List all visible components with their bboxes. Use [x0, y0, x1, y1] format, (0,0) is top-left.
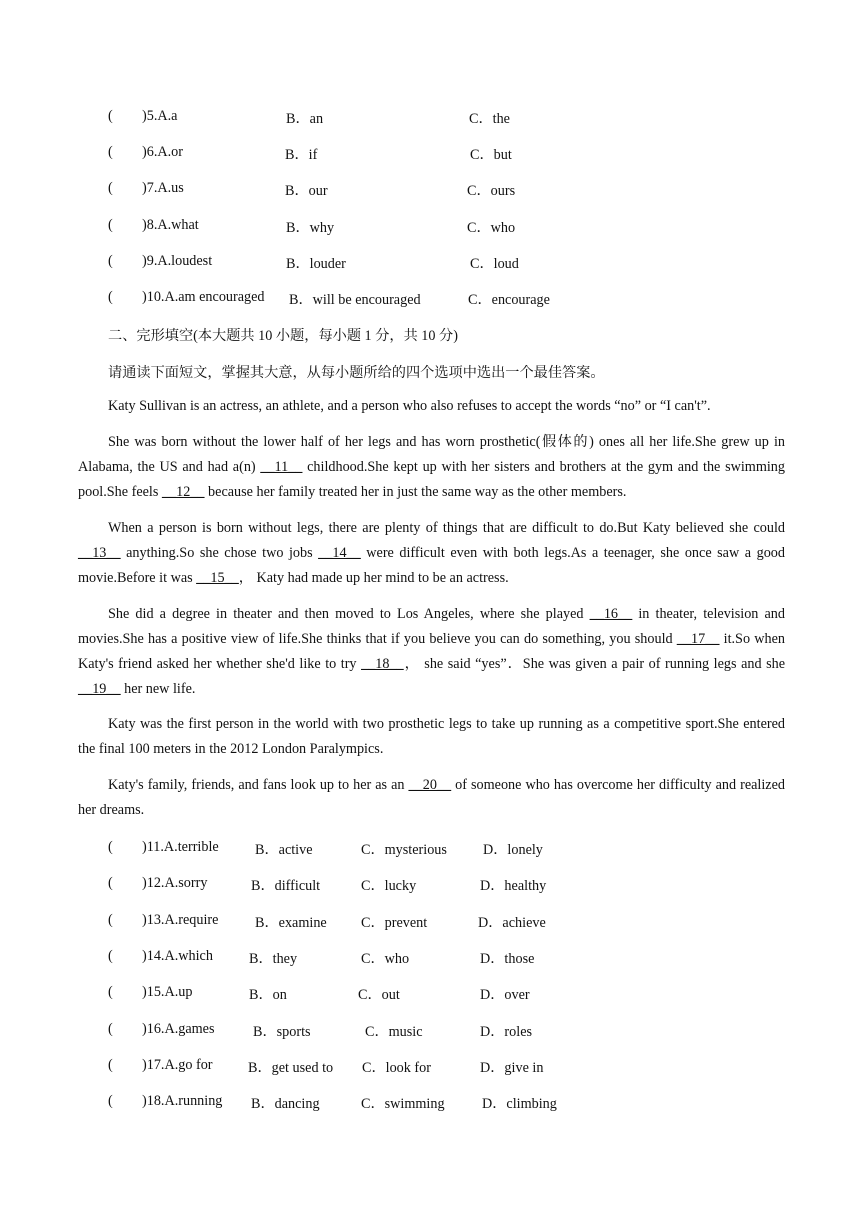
answer-paren: (	[108, 948, 113, 964]
cloze-item-17	[108, 1057, 808, 1077]
option-c: C．who	[467, 220, 516, 236]
option-b: B．they	[249, 951, 298, 967]
cloze-item-13	[108, 912, 808, 932]
mc-item-6	[108, 144, 808, 164]
paragraph-text: it.So when Katy's friend asked her whether she'd like to try	[78, 631, 785, 672]
option-c: C．out	[358, 987, 400, 1003]
option-c: C．lucky	[361, 878, 417, 894]
option-c: C．mysterious	[361, 842, 447, 858]
option-a: )15.A.up	[142, 984, 193, 1000]
answer-paren: (	[108, 912, 113, 928]
option-d: D．achieve	[478, 915, 546, 931]
option-b: B．examine	[255, 915, 327, 931]
option-c: C．prevent	[361, 915, 428, 931]
cloze-item-18	[108, 1093, 808, 1113]
mc-item-10	[108, 289, 808, 309]
answer-paren: (	[108, 1057, 113, 1073]
paragraph-text: She was born without the lower half of her legs and has worn prosthetic(假体的) ones all her life.She grew up in Alabama, the US and had a(n)	[78, 434, 785, 475]
cloze-item-16	[108, 1021, 808, 1041]
blank-19: __19__	[78, 681, 121, 697]
option-a: )11.A.terrible	[142, 839, 219, 855]
cloze-item-12	[108, 875, 808, 895]
paragraph-text: of someone who has overcome her difficulty and realized her dreams.	[78, 777, 785, 818]
cloze-item-11	[108, 839, 808, 859]
option-c: C．ours	[467, 183, 516, 199]
option-b: B．if	[285, 147, 318, 163]
option-a: )12.A.sorry	[142, 875, 208, 891]
blank-13: __13__	[78, 545, 121, 561]
option-c: C．swimming	[361, 1096, 445, 1112]
option-a: )9.A.loudest	[142, 253, 213, 269]
paragraph-text: in theater, television and movies.She has a positive view of life.She thinks that if you believe you can do something, you should	[78, 606, 785, 647]
blank-18: __18__	[361, 656, 404, 672]
paragraph-text: When a person is born without legs, there are plenty of things that are difficult to do.But Katy believed she could	[108, 520, 785, 536]
blank-12: __12__	[161, 484, 205, 500]
option-b: B．sports	[253, 1024, 311, 1040]
option-d: D．those	[480, 951, 535, 967]
answer-paren: (	[108, 217, 113, 233]
answer-paren: (	[108, 108, 113, 124]
option-b: B．will be encouraged	[289, 292, 421, 308]
answer-paren: (	[108, 144, 113, 160]
option-d: D．give in	[480, 1060, 544, 1076]
option-d: D．over	[480, 987, 530, 1003]
passage-paragraph-2	[78, 430, 785, 505]
paragraph-text: She did a degree in theater and then moved to Los Angeles, where she played	[108, 606, 590, 622]
option-d: D．climbing	[482, 1096, 557, 1112]
answer-paren: (	[108, 1093, 113, 1109]
answer-paren: (	[108, 180, 113, 196]
option-a: )10.A.am encouraged	[142, 289, 265, 305]
paragraph-text: Katy's family, friends, and fans look up to her as an	[108, 777, 409, 793]
option-a: )5.A.a	[142, 108, 178, 124]
option-b: B．an	[286, 111, 324, 127]
option-c: C．loud	[470, 256, 519, 272]
option-a: )7.A.us	[142, 180, 184, 196]
mc-item-7	[108, 180, 808, 200]
option-a: )8.A.what	[142, 217, 199, 233]
option-c: C．look for	[362, 1060, 431, 1076]
blank-17: __17__	[676, 631, 720, 647]
blank-20: __20__	[408, 777, 452, 793]
answer-paren: (	[108, 289, 113, 305]
option-a: )14.A.which	[142, 948, 213, 964]
blank-11: __11__	[260, 459, 303, 475]
mc-item-9	[108, 253, 808, 273]
option-c: C．the	[469, 111, 510, 127]
paragraph-text: ， Katy had made up her mind to be an actress.	[238, 570, 509, 586]
section-heading: 二、完形填空(本大题共 10 小题，每小题 1 分，共 10 分)	[108, 328, 458, 344]
option-c: C．encourage	[468, 292, 550, 308]
paragraph-text: Katy Sullivan is an actress, an athlete, and a person who also refuses to accept the words “no” or “I can't”.	[108, 398, 711, 414]
passage-paragraph-6	[78, 773, 785, 823]
passage-paragraph-3	[78, 516, 785, 591]
option-b: B．on	[249, 987, 287, 1003]
section-instruction: 请通读下面短文，掌握其大意，从每小题所给的四个选项中选出一个最佳答案。	[108, 365, 605, 381]
answer-paren: (	[108, 839, 113, 855]
option-b: B．louder	[286, 256, 346, 272]
option-a: )16.A.games	[142, 1021, 215, 1037]
answer-paren: (	[108, 984, 113, 1000]
blank-15: __15__	[196, 570, 239, 586]
paragraph-text: childhood.She kept up with her sisters and brothers at the gym and the swimming pool.She feels	[78, 459, 785, 500]
answer-paren: (	[108, 875, 113, 891]
option-b: B．get used to	[248, 1060, 334, 1076]
blank-14: __14__	[318, 545, 361, 561]
option-a: )13.A.require	[142, 912, 219, 928]
option-c: C．who	[361, 951, 410, 967]
option-d: D．healthy	[480, 878, 547, 894]
paragraph-text: because her family treated her in just the same way as the other members.	[204, 484, 627, 500]
paragraph-text: Katy was the first person in the world with two prosthetic legs to take up running as a competitive sport.She entered the final 100 meters in the 2012 London Paralympics.	[78, 716, 785, 757]
mc-item-5	[108, 108, 808, 128]
option-b: B．our	[285, 183, 328, 199]
option-c: C．but	[470, 147, 512, 163]
cloze-item-14	[108, 948, 808, 968]
passage-paragraph-5	[78, 712, 785, 762]
option-b: B．difficult	[251, 878, 321, 894]
option-c: C．music	[365, 1024, 423, 1040]
option-b: B．why	[286, 220, 335, 236]
option-d: D．roles	[480, 1024, 533, 1040]
option-a: )17.A.go for	[142, 1057, 213, 1073]
answer-paren: (	[108, 1021, 113, 1037]
cloze-item-15	[108, 984, 808, 1004]
paragraph-text: ， she said “yes”．She was given a pair of running legs and she	[403, 656, 785, 672]
option-b: B．dancing	[251, 1096, 320, 1112]
passage-paragraph-1	[78, 394, 785, 419]
paragraph-text: were difficult even with both legs.As a teenager, she once saw a good movie.Before it was	[78, 545, 785, 586]
paragraph-text: her new life.	[120, 681, 196, 697]
paragraph-text: anything.So she chose two jobs	[120, 545, 319, 561]
mc-item-8	[108, 217, 808, 237]
blank-16: __16__	[589, 606, 633, 622]
option-d: D．lonely	[483, 842, 543, 858]
option-b: B．active	[255, 842, 313, 858]
option-a: )6.A.or	[142, 144, 183, 160]
answer-paren: (	[108, 253, 113, 269]
option-a: )18.A.running	[142, 1093, 223, 1109]
passage-paragraph-4	[78, 602, 785, 702]
